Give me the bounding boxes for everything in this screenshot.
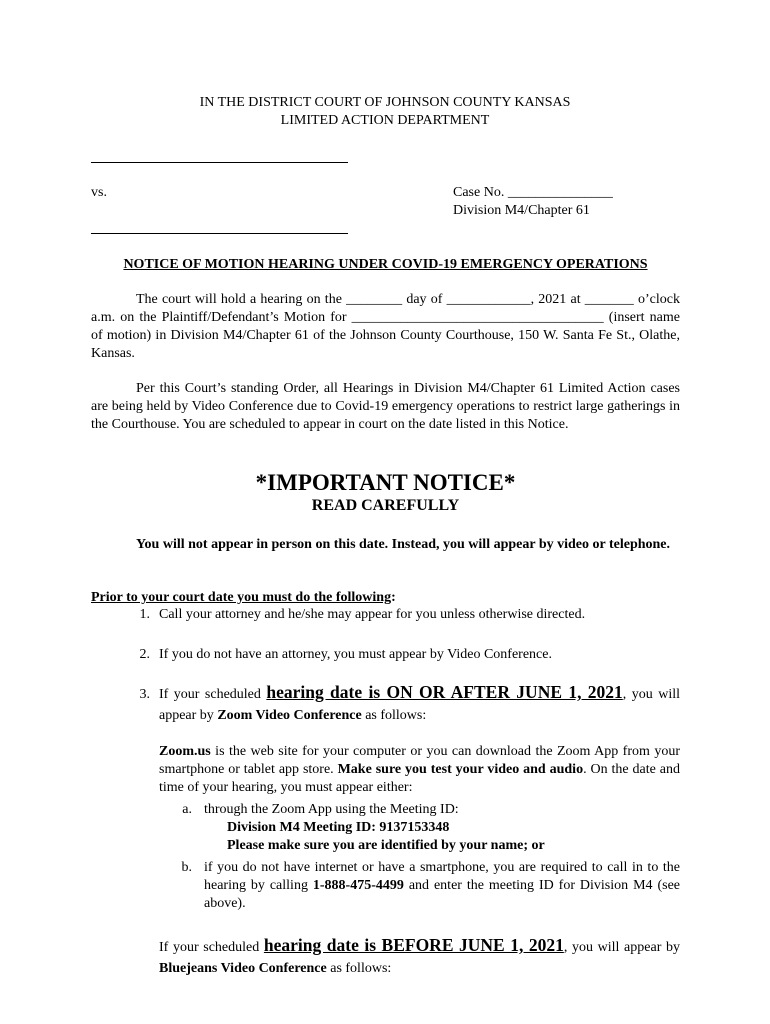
- zoom-test-warning: Make sure you test your video and audio: [337, 762, 584, 777]
- item-text-3: [159, 682, 680, 726]
- prior-heading: [91, 589, 396, 607]
- prior-heading-colon: :: [391, 590, 396, 605]
- sub-item-b-text-2: and enter the meeting ID for Division M4 (see above).: [204, 878, 680, 911]
- item-number-2: 2.: [139, 647, 150, 662]
- item-3-date-emphasis: hearing date is ON OR AFTER JUNE 1, 2021: [266, 682, 623, 702]
- versus-label: vs.: [91, 185, 107, 200]
- bluejeans-label: Bluejeans Video Conference: [159, 961, 327, 976]
- court-header: [0, 94, 770, 130]
- item-3-pre: If your scheduled: [159, 687, 267, 702]
- prior-heading-text: Prior to your court date you must do the following: [91, 590, 392, 605]
- division-label: Division M4/Chapter 61: [453, 203, 590, 218]
- sub-item-b-text-1: if you do not have internet or have a smartphone, you are required to call in to the hearing by calling: [204, 860, 680, 893]
- court-name: IN THE DISTRICT COURT OF JOHNSON COUNTY KANSAS: [199, 95, 571, 110]
- appearance-statement: You will not appear in person on this date. Instead, you will appear by video or telephone.: [136, 537, 671, 552]
- department-name: LIMITED ACTION DEPARTMENT: [280, 113, 490, 128]
- sub-item-text-a: through the Zoom App using the Meeting ID:: [204, 802, 459, 817]
- zoom-text-1: is the web site for your computer or you can download the Zoom App from your smartphone or tablet app store.: [159, 744, 680, 777]
- before-pre: If your scheduled: [159, 940, 264, 955]
- case-number: Case No. _______________: [453, 185, 613, 200]
- zoom-site-name: Zoom.us: [159, 744, 211, 759]
- before-end: as follows:: [326, 961, 392, 976]
- defendant-blank-line: [91, 233, 348, 234]
- item-number-1: 1.: [139, 607, 150, 622]
- sub-item-marker-a: a.: [182, 802, 192, 817]
- before-post: , you will appear by: [563, 940, 680, 955]
- standing-order-paragraph: Per this Court’s standing Order, all Hearings in Division M4/Chapter 61 Limited Action cases are being held by Video Conference due to Covid-19 emergency operations to restrict large gatherings in the Courthouse. You are scheduled to appear in court on the date listed in this Notice.: [91, 381, 680, 432]
- zoom-text-2: . On the date and time of your hearing, you must appear either:: [159, 762, 680, 795]
- hearing-paragraph: The court will hold a hearing on the ________ day of ____________, 2021 at _______ o’clock a.m. on the Plaintiff/Defendant’s Motion for ____________________________________ (insert name of motion) in Division M4/Chapter 61 of the Johnson County Courthouse, 150 W. Santa Fe St., Olathe, Kansas.: [91, 292, 680, 361]
- item-3-end: as follows:: [361, 708, 427, 723]
- meeting-id: Division M4 Meeting ID: 9137153348: [227, 820, 450, 835]
- item-3-zoom: Zoom Video Conference: [217, 708, 362, 723]
- notice-title: NOTICE OF MOTION HEARING UNDER COVID-19 EMERGENCY OPERATIONS: [123, 257, 648, 272]
- zoom-paragraph: [159, 743, 680, 797]
- important-notice-heading: *IMPORTANT NOTICE*: [255, 470, 516, 495]
- item-number-3: 3.: [139, 687, 150, 702]
- sub-item-text-b: [204, 859, 680, 913]
- item-text-2: If you do not have an attorney, you must appear by Video Conference.: [159, 647, 552, 662]
- sub-item-marker-b: b.: [181, 860, 192, 875]
- identify-instruction: Please make sure you are identified by your name; or: [227, 838, 545, 853]
- item-text-1: Call your attorney and he/she may appear for you unless otherwise directed.: [159, 607, 586, 622]
- read-carefully-heading: READ CAREFULLY: [311, 497, 460, 514]
- before-date-emphasis: hearing date is BEFORE JUNE 1, 2021: [263, 935, 564, 955]
- phone-number: 1-888-475-4499: [312, 878, 404, 893]
- plaintiff-blank-line: [91, 162, 348, 163]
- item-3-post: , you will appear by: [159, 687, 680, 723]
- before-june-paragraph: [159, 935, 680, 979]
